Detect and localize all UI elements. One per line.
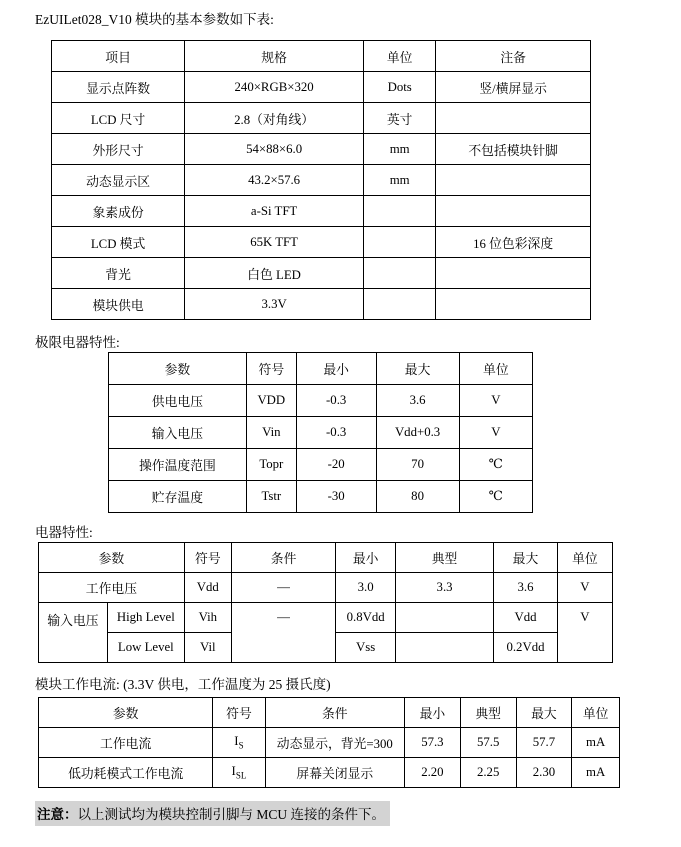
table-cell: 动态显示区	[52, 165, 185, 196]
operating-current-table	[38, 697, 620, 788]
header-cell: 单位	[459, 353, 532, 385]
table-cell: V	[459, 385, 532, 417]
header-cell: 符号	[213, 698, 265, 728]
table-cell: 70	[376, 449, 459, 481]
table-row	[52, 258, 591, 289]
table-cell: 贮存温度	[109, 481, 247, 513]
table-cell: 16 位色彩深度	[436, 227, 591, 258]
operating-current-heading: 模块工作电流: (3.3V 供电，工作温度为 25 摄氏度)	[35, 677, 331, 692]
table-cell: 2.30	[516, 758, 572, 788]
header-cell: 条件	[231, 543, 335, 573]
table-row	[109, 417, 533, 449]
table-cell: mA	[572, 758, 620, 788]
table-cell: 2.8（对角线）	[185, 103, 364, 134]
electrical-characteristics-heading: 电器特性:	[35, 525, 93, 540]
table-cell: 白色 LED	[185, 258, 364, 289]
header-cell: 最大	[376, 353, 459, 385]
header-cell: 典型	[395, 543, 493, 573]
table-cell: 工作电流	[39, 728, 213, 758]
table-cell: 0.2Vdd	[494, 633, 558, 663]
absolute-maximum-ratings-table	[108, 352, 533, 513]
table-cell: V	[557, 603, 612, 663]
table-cell: 54×88×6.0	[185, 134, 364, 165]
table-cell: —	[231, 603, 335, 663]
electrical-characteristics-table	[38, 542, 613, 663]
table-row	[39, 543, 613, 573]
table-cell: Vdd+0.3	[376, 417, 459, 449]
table-cell: $I_{SL}$	[213, 758, 265, 788]
table-cell: Vih	[184, 603, 231, 633]
header-cell: 注备	[436, 41, 591, 72]
header-cell: 最小	[336, 543, 396, 573]
table-cell: 操作温度范围	[109, 449, 247, 481]
table-cell	[436, 196, 591, 227]
table-cell: Vil	[184, 633, 231, 663]
table-cell: 57.5	[460, 728, 516, 758]
table-row	[52, 196, 591, 227]
table-row	[39, 698, 620, 728]
table-cell: Tstr	[246, 481, 296, 513]
table-cell: 不包括模块针脚	[436, 134, 591, 165]
table-cell: 3.6	[376, 385, 459, 417]
table-cell: -0.3	[296, 385, 376, 417]
table-cell: 2.20	[405, 758, 461, 788]
table-cell: 0.8Vdd	[336, 603, 396, 633]
table-cell: 3.0	[336, 573, 396, 603]
table-row	[52, 103, 591, 134]
table-row	[52, 134, 591, 165]
table-cell: 外形尺寸	[52, 134, 185, 165]
table-row	[109, 385, 533, 417]
table-cell: 65K TFT	[185, 227, 364, 258]
table-row	[52, 227, 591, 258]
table-cell: $I_S$	[213, 728, 265, 758]
header-cell: 单位	[364, 41, 436, 72]
header-cell: 符号	[246, 353, 296, 385]
table-cell: VDD	[246, 385, 296, 417]
table-cell: Topr	[246, 449, 296, 481]
header-cell: 单位	[572, 698, 620, 728]
table-cell: 模块供电	[52, 289, 185, 320]
table-cell: mA	[572, 728, 620, 758]
header-cell: 典型	[460, 698, 516, 728]
table-cell	[436, 165, 591, 196]
table-row	[109, 449, 533, 481]
table-cell	[395, 633, 493, 663]
table-cell: ℃	[459, 481, 532, 513]
note-label: 注意：	[37, 807, 78, 822]
table-cell	[395, 603, 493, 633]
table-row	[52, 72, 591, 103]
header-cell: 最大	[516, 698, 572, 728]
table-row	[52, 165, 591, 196]
table-cell: Vin	[246, 417, 296, 449]
table-cell: 43.2×57.6	[185, 165, 364, 196]
table-cell: 低功耗模式工作电流	[39, 758, 213, 788]
note-line	[35, 801, 390, 826]
table-cell: LCD 尺寸	[52, 103, 185, 134]
table-cell	[436, 103, 591, 134]
table-cell	[364, 289, 436, 320]
table-cell: 屏幕关闭显示	[265, 758, 404, 788]
table-cell: 背光	[52, 258, 185, 289]
table-cell: mm	[364, 134, 436, 165]
table-cell: 3.3V	[185, 289, 364, 320]
header-cell: 项目	[52, 41, 185, 72]
table-cell: -0.3	[296, 417, 376, 449]
header-cell: 参数	[39, 698, 213, 728]
table-cell: -20	[296, 449, 376, 481]
table-row	[109, 353, 533, 385]
header-cell: 参数	[39, 543, 185, 573]
table-cell: 240×RGB×320	[185, 72, 364, 103]
table-cell: 工作电压	[39, 573, 185, 603]
table-cell: 80	[376, 481, 459, 513]
absolute-maximum-ratings-heading: 极限电器特性:	[35, 335, 120, 350]
table-cell: ℃	[459, 449, 532, 481]
table-cell	[364, 258, 436, 289]
table-cell: a-Si TFT	[185, 196, 364, 227]
table-cell: 输入电压	[39, 603, 108, 663]
table-cell: 输入电压	[109, 417, 247, 449]
page-title: EzUILet028_V10 模块的基本参数如下表:	[35, 12, 274, 27]
table-cell: V	[459, 417, 532, 449]
table-cell: 2.25	[460, 758, 516, 788]
table-cell: LCD 模式	[52, 227, 185, 258]
table-cell: 显示点阵数	[52, 72, 185, 103]
header-cell: 条件	[265, 698, 404, 728]
table-cell	[364, 196, 436, 227]
table-cell: 英寸	[364, 103, 436, 134]
table-cell: Low Level	[107, 633, 184, 663]
table-cell: V	[557, 573, 612, 603]
table-cell	[436, 258, 591, 289]
table-cell: mm	[364, 165, 436, 196]
header-cell: 最大	[494, 543, 558, 573]
table-cell: 3.3	[395, 573, 493, 603]
table-cell: 3.6	[494, 573, 558, 603]
table-row	[109, 481, 533, 513]
header-cell: 规格	[185, 41, 364, 72]
table-cell: 动态显示，背光=300	[265, 728, 404, 758]
header-cell: 参数	[109, 353, 247, 385]
basic-parameters-table	[51, 40, 591, 320]
table-cell: 象素成份	[52, 196, 185, 227]
header-cell: 最小	[296, 353, 376, 385]
table-row	[39, 573, 613, 603]
table-row	[39, 728, 620, 758]
table-cell: Vdd	[494, 603, 558, 633]
table-row	[39, 758, 620, 788]
table-cell: 供电电压	[109, 385, 247, 417]
table-cell: Dots	[364, 72, 436, 103]
table-row	[52, 41, 591, 72]
table-cell: Vdd	[184, 573, 231, 603]
table-cell	[364, 227, 436, 258]
table-cell: Vss	[336, 633, 396, 663]
table-row	[52, 289, 591, 320]
table-cell: 竖/横屏显示	[436, 72, 591, 103]
header-cell: 单位	[557, 543, 612, 573]
table-cell: 57.7	[516, 728, 572, 758]
table-cell: High Level	[107, 603, 184, 633]
note-text: 以上测试均为模块控制引脚与 MCU 连接的条件下。	[77, 807, 386, 822]
table-cell: -30	[296, 481, 376, 513]
table-row	[39, 603, 613, 633]
table-cell	[436, 289, 591, 320]
header-cell: 最小	[405, 698, 461, 728]
table-cell: —	[231, 573, 335, 603]
table-cell: 57.3	[405, 728, 461, 758]
header-cell: 符号	[184, 543, 231, 573]
